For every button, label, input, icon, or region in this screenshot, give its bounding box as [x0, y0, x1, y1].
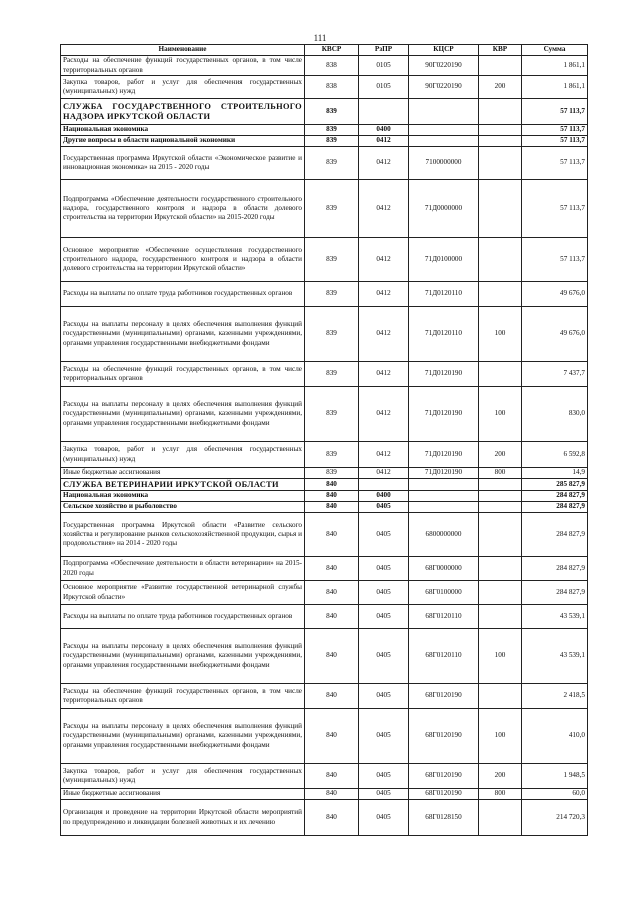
cell-kvr	[479, 491, 522, 502]
cell-sum: 830,0	[522, 387, 588, 442]
cell-kvsr: 840	[305, 789, 359, 800]
cell-rzpr: 0405	[359, 502, 409, 513]
cell-kvr: 800	[479, 468, 522, 479]
cell-rzpr	[359, 99, 409, 125]
header-name: Наименование	[61, 45, 305, 56]
cell-kcsr: 6800000000	[409, 513, 479, 557]
table-row	[61, 479, 588, 491]
cell-sum: 57 113,7	[522, 147, 588, 180]
cell-sum: 14,9	[522, 468, 588, 479]
cell-kvr	[479, 479, 522, 491]
table-row	[61, 764, 588, 789]
cell-name: СЛУЖБА ГОСУДАРСТВЕННОГО СТРОИТЕЛЬНОГО НАДЗОРА ИРКУТСКОЙ ОБЛАСТИ	[61, 99, 305, 125]
cell-kcsr: 7100000000	[409, 147, 479, 180]
cell-kcsr: 68Г0120110	[409, 629, 479, 684]
cell-kvr	[479, 136, 522, 147]
cell-rzpr: 0405	[359, 581, 409, 605]
cell-sum: 410,0	[522, 709, 588, 764]
cell-kcsr: 90Г0220190	[409, 76, 479, 99]
cell-name: Основное мероприятие «Обеспечение осуществления государственного строительного надзора, государственного контроля и надзора в области долевого строительства на территории Иркутской области»	[61, 238, 305, 282]
cell-kvr: 200	[479, 764, 522, 789]
cell-name: Закупка товаров, работ и услуг для обеспечения государственных (муниципальных) нужд	[61, 764, 305, 789]
cell-name: Организация и проведение на территории Иркутской области мероприятий по предупреждению и ликвидации болезней животных и их лечению	[61, 800, 305, 836]
cell-name: Расходы на выплаты персоналу в целях обеспечения выполнения функций государственными (муниципальными) органами, казенными учреждениями, органами управления государственными внебюджетными фондами	[61, 709, 305, 764]
cell-kcsr: 71Д0120190	[409, 387, 479, 442]
cell-name: Расходы на обеспечение функций государственных органов, в том числе территориальных органов	[61, 56, 305, 76]
table-row	[61, 147, 588, 180]
table-row	[61, 513, 588, 557]
cell-kvr	[479, 581, 522, 605]
cell-kcsr: 90Г0220190	[409, 56, 479, 76]
cell-name: Расходы на выплаты персоналу в целях обеспечения выполнения функций государственными (муниципальными) органами, казенными учреждениями, органами управления государственными внебюджетными фондами	[61, 629, 305, 684]
table-row	[61, 629, 588, 684]
cell-name: Расходы на выплаты по оплате труда работников государственных органов	[61, 282, 305, 307]
table-row	[61, 581, 588, 605]
cell-sum: 57 113,7	[522, 238, 588, 282]
header-rzpr: РзПР	[359, 45, 409, 56]
cell-kvr	[479, 99, 522, 125]
cell-rzpr: 0412	[359, 147, 409, 180]
header-kvsr: КВСР	[305, 45, 359, 56]
cell-rzpr: 0412	[359, 180, 409, 238]
budget-table	[60, 44, 588, 836]
table-header-row	[61, 45, 588, 56]
cell-sum: 284 827,9	[522, 557, 588, 581]
cell-rzpr: 0105	[359, 56, 409, 76]
cell-kvsr: 840	[305, 605, 359, 629]
cell-sum: 49 676,0	[522, 282, 588, 307]
cell-kvr: 100	[479, 629, 522, 684]
cell-kvsr: 839	[305, 282, 359, 307]
cell-sum: 43 539,1	[522, 629, 588, 684]
cell-name: Национальная экономика	[61, 125, 305, 136]
cell-name: Подпрограмма «Обеспечение деятельности в области ветеринарии» на 2015-2020 годы	[61, 557, 305, 581]
cell-rzpr: 0400	[359, 125, 409, 136]
cell-rzpr: 0405	[359, 629, 409, 684]
cell-kvr	[479, 56, 522, 76]
cell-kvsr: 839	[305, 238, 359, 282]
table-row	[61, 502, 588, 513]
cell-kcsr: 71Д0000000	[409, 180, 479, 238]
cell-name: Сельское хозяйство и рыболовство	[61, 502, 305, 513]
table-row	[61, 684, 588, 709]
cell-rzpr: 0405	[359, 684, 409, 709]
cell-kvr	[479, 282, 522, 307]
cell-sum: 284 827,9	[522, 491, 588, 502]
cell-kcsr: 68Г0120190	[409, 764, 479, 789]
cell-kcsr: 68Г0128150	[409, 800, 479, 836]
cell-rzpr: 0405	[359, 800, 409, 836]
cell-rzpr: 0412	[359, 362, 409, 387]
cell-kvr: 200	[479, 442, 522, 468]
cell-name: Иные бюджетные ассигнования	[61, 789, 305, 800]
cell-kvsr: 839	[305, 99, 359, 125]
table-row	[61, 789, 588, 800]
cell-rzpr	[359, 479, 409, 491]
cell-kvsr: 840	[305, 557, 359, 581]
cell-name: Расходы на обеспечение функций государственных органов, в том числе территориальных органов	[61, 362, 305, 387]
cell-rzpr: 0405	[359, 513, 409, 557]
cell-kvr	[479, 125, 522, 136]
cell-kvr	[479, 147, 522, 180]
cell-sum: 284 827,9	[522, 581, 588, 605]
cell-kvr	[479, 605, 522, 629]
cell-kvr: 100	[479, 307, 522, 362]
cell-sum: 1 861,1	[522, 76, 588, 99]
cell-sum: 6 592,8	[522, 442, 588, 468]
cell-kcsr	[409, 491, 479, 502]
cell-sum: 2 418,5	[522, 684, 588, 709]
cell-rzpr: 0412	[359, 307, 409, 362]
table-row	[61, 99, 588, 125]
cell-kvr: 100	[479, 387, 522, 442]
cell-sum: 57 113,7	[522, 99, 588, 125]
cell-name: Государственная программа Иркутской области «Экономическое развитие и инновационная экономика» на 2015 - 2020 годы	[61, 147, 305, 180]
cell-name: Подпрограмма «Обеспечение деятельности государственного строительного надзора, государственного контроля и надзора в области долевого строительства на территории Иркутской области» на 2015-2020 годы	[61, 180, 305, 238]
table-row	[61, 125, 588, 136]
cell-rzpr: 0405	[359, 557, 409, 581]
cell-sum: 284 827,9	[522, 502, 588, 513]
cell-name: Закупка товаров, работ и услуг для обеспечения государственных (муниципальных) нужд	[61, 76, 305, 99]
cell-sum: 49 676,0	[522, 307, 588, 362]
cell-kcsr	[409, 99, 479, 125]
table-row	[61, 605, 588, 629]
cell-kvsr: 839	[305, 136, 359, 147]
cell-sum: 57 113,7	[522, 125, 588, 136]
cell-rzpr: 0412	[359, 387, 409, 442]
cell-kcsr: 71Д0120190	[409, 362, 479, 387]
cell-name: Государственная программа Иркутской области «Развитие сельского хозяйства и регулирование рынков сельскохозяйственной продукции, сырья и продовольствия» на 2014 - 2020 годы	[61, 513, 305, 557]
cell-name: Расходы на выплаты по оплате труда работников государственных органов	[61, 605, 305, 629]
cell-kvsr: 839	[305, 362, 359, 387]
cell-kvsr: 840	[305, 709, 359, 764]
header-kvr: КВР	[479, 45, 522, 56]
table-row	[61, 387, 588, 442]
cell-kvsr: 839	[305, 147, 359, 180]
cell-kcsr	[409, 479, 479, 491]
cell-kvr: 200	[479, 76, 522, 99]
cell-kcsr: 71Д0120110	[409, 307, 479, 362]
cell-name: Основное мероприятие «Развитие государственной ветеринарной службы Иркутской области»	[61, 581, 305, 605]
cell-kvr: 100	[479, 709, 522, 764]
cell-kcsr: 68Г0100000	[409, 581, 479, 605]
cell-kcsr: 71Д0120110	[409, 282, 479, 307]
page-number: 111	[313, 33, 327, 43]
cell-rzpr: 0412	[359, 468, 409, 479]
cell-sum: 57 113,7	[522, 180, 588, 238]
cell-sum: 1 861,1	[522, 56, 588, 76]
cell-rzpr: 0412	[359, 442, 409, 468]
cell-kvr	[479, 684, 522, 709]
cell-kcsr: 71Д0100000	[409, 238, 479, 282]
cell-kcsr: 71Д0120190	[409, 468, 479, 479]
table-row	[61, 56, 588, 76]
cell-kcsr: 68Г0120190	[409, 709, 479, 764]
cell-kvsr: 840	[305, 684, 359, 709]
cell-name: Расходы на обеспечение функций государственных органов, в том числе территориальных органов	[61, 684, 305, 709]
cell-name: СЛУЖБА ВЕТЕРИНАРИИ ИРКУТСКОЙ ОБЛАСТИ	[61, 479, 305, 491]
table-row	[61, 238, 588, 282]
table-row	[61, 282, 588, 307]
header-kcsr: КЦСР	[409, 45, 479, 56]
cell-sum: 43 539,1	[522, 605, 588, 629]
cell-kvsr: 840	[305, 629, 359, 684]
cell-sum: 214 720,3	[522, 800, 588, 836]
cell-kvsr: 839	[305, 442, 359, 468]
cell-kcsr: 68Г0120190	[409, 789, 479, 800]
table-row	[61, 468, 588, 479]
header-sum: Сумма	[522, 45, 588, 56]
cell-kvsr: 840	[305, 513, 359, 557]
cell-sum: 1 948,5	[522, 764, 588, 789]
cell-name: Расходы на выплаты персоналу в целях обеспечения выполнения функций государственными (муниципальными) органами, казенными учреждениями, органами управления государственными внебюджетными фондами	[61, 307, 305, 362]
cell-rzpr: 0405	[359, 789, 409, 800]
cell-kvr	[479, 800, 522, 836]
cell-rzpr: 0412	[359, 238, 409, 282]
cell-name: Иные бюджетные ассигнования	[61, 468, 305, 479]
cell-name: Расходы на выплаты персоналу в целях обеспечения выполнения функций государственными (муниципальными) органами, казенными учреждениями, органами управления государственными внебюджетными фондами	[61, 387, 305, 442]
table-row	[61, 709, 588, 764]
table-row	[61, 180, 588, 238]
cell-kvr	[479, 362, 522, 387]
cell-kcsr: 68Г0000000	[409, 557, 479, 581]
cell-kvr: 800	[479, 789, 522, 800]
cell-kvsr: 838	[305, 56, 359, 76]
cell-kvsr: 839	[305, 125, 359, 136]
cell-kcsr	[409, 125, 479, 136]
table-row	[61, 76, 588, 99]
cell-kcsr: 71Д0120190	[409, 442, 479, 468]
cell-kvsr: 840	[305, 800, 359, 836]
cell-sum: 60,0	[522, 789, 588, 800]
cell-sum: 285 827,9	[522, 479, 588, 491]
cell-rzpr: 0405	[359, 764, 409, 789]
cell-rzpr: 0412	[359, 136, 409, 147]
cell-kcsr: 68Г0120110	[409, 605, 479, 629]
cell-kvsr: 840	[305, 581, 359, 605]
table-row	[61, 800, 588, 836]
cell-kvr	[479, 557, 522, 581]
cell-kvr	[479, 502, 522, 513]
cell-kvsr: 839	[305, 180, 359, 238]
cell-kvr	[479, 238, 522, 282]
cell-kcsr: 68Г0120190	[409, 684, 479, 709]
cell-sum: 7 437,7	[522, 362, 588, 387]
cell-kvsr: 839	[305, 307, 359, 362]
cell-kvsr: 839	[305, 387, 359, 442]
table-row	[61, 136, 588, 147]
cell-rzpr: 0412	[359, 282, 409, 307]
cell-kvsr: 839	[305, 468, 359, 479]
table-row	[61, 307, 588, 362]
cell-kcsr	[409, 136, 479, 147]
cell-kvsr: 838	[305, 76, 359, 99]
cell-rzpr: 0400	[359, 491, 409, 502]
cell-kvsr: 840	[305, 764, 359, 789]
table-row	[61, 362, 588, 387]
cell-rzpr: 0405	[359, 605, 409, 629]
table-row	[61, 491, 588, 502]
cell-kvr	[479, 180, 522, 238]
cell-rzpr: 0105	[359, 76, 409, 99]
cell-sum: 284 827,9	[522, 513, 588, 557]
cell-name: Закупка товаров, работ и услуг для обеспечения государственных (муниципальных) нужд	[61, 442, 305, 468]
cell-kvr	[479, 513, 522, 557]
cell-name: Другие вопросы в области национальной экономики	[61, 136, 305, 147]
table-row	[61, 442, 588, 468]
cell-kvsr: 840	[305, 502, 359, 513]
cell-sum: 57 113,7	[522, 136, 588, 147]
cell-rzpr: 0405	[359, 709, 409, 764]
cell-kvsr: 840	[305, 491, 359, 502]
cell-name: Национальная экономика	[61, 491, 305, 502]
table-row	[61, 557, 588, 581]
cell-kcsr	[409, 502, 479, 513]
cell-kvsr: 840	[305, 479, 359, 491]
